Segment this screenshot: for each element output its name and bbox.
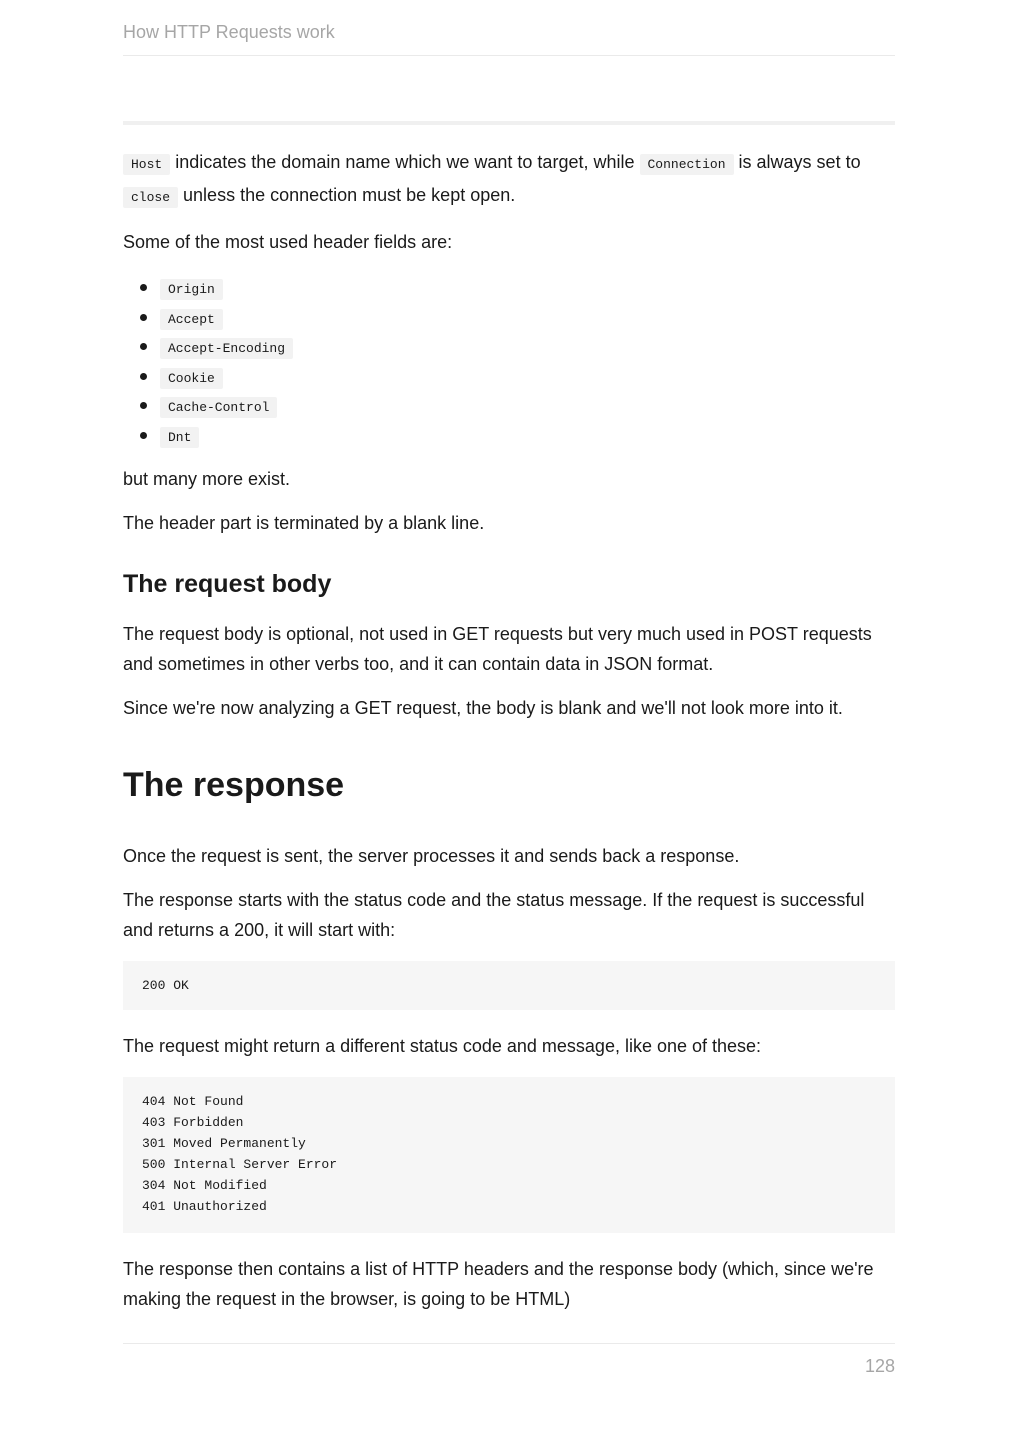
header-field-code: Accept bbox=[160, 309, 223, 330]
response-paragraph-4: The response then contains a list of HTTP headers and the response body (which, since we're making the request in the browser, is going to be HTML) bbox=[123, 1258, 874, 1309]
code-line: 200 OK bbox=[142, 977, 189, 993]
header-field-code: Origin bbox=[160, 279, 223, 300]
running-header: How HTTP Requests work bbox=[123, 22, 895, 56]
page-content bbox=[123, 147, 895, 1314]
response-paragraph-1: Once the request is sent, the server processes it and sends back a response. bbox=[123, 845, 740, 866]
header-fields-intro: Some of the most used header fields are: bbox=[123, 232, 453, 252]
response-paragraph-3: The request might return a different status code and message, like one of these: bbox=[123, 1035, 762, 1056]
page-footer bbox=[123, 1343, 895, 1377]
code-host: Host bbox=[123, 154, 170, 175]
intro-text-1: indicates the domain name which we want to target, while bbox=[175, 152, 635, 172]
intro-text-3: unless the connection must be kept open. bbox=[183, 185, 516, 205]
code-line: 500 Internal Server Error bbox=[142, 1156, 338, 1172]
header-field-code: Cookie bbox=[160, 368, 223, 389]
header-fields-list bbox=[123, 274, 895, 452]
page-number: 128 bbox=[864, 1356, 895, 1376]
code-block-200 bbox=[123, 961, 895, 1010]
code-line: 401 Unauthorized bbox=[142, 1198, 267, 1214]
list-item bbox=[123, 422, 895, 452]
request-body-paragraph-1: The request body is optional, not used in GET requests but very much used in POST requests and sometimes in other verbs too, and it can contain data in JSON format. bbox=[123, 623, 872, 674]
header-field-code: Dnt bbox=[160, 427, 199, 448]
response-heading: The response bbox=[123, 765, 345, 804]
list-item bbox=[123, 363, 895, 393]
header-field-code: Accept-Encoding bbox=[160, 338, 293, 359]
request-body-heading: The request body bbox=[123, 569, 332, 598]
code-block-status-codes bbox=[123, 1077, 895, 1233]
list-item bbox=[123, 333, 895, 363]
header-field-code: Cache-Control bbox=[160, 397, 277, 418]
list-item bbox=[123, 274, 895, 304]
top-divider bbox=[123, 121, 895, 125]
code-line: 403 Forbidden bbox=[142, 1114, 244, 1130]
request-body-paragraph-2: Since we're now analyzing a GET request, the body is blank and we'll not look more into it. bbox=[123, 697, 843, 718]
response-paragraph-2: The response starts with the status code and the status message. If the request is successful and returns a 200, it will start with: bbox=[123, 889, 865, 940]
code-line: 301 Moved Permanently bbox=[142, 1135, 306, 1151]
code-line: 404 Not Found bbox=[142, 1093, 244, 1109]
terminated-paragraph: The header part is terminated by a blank line. bbox=[123, 512, 485, 533]
code-line: 304 Not Modified bbox=[142, 1177, 267, 1193]
list-item bbox=[123, 392, 895, 422]
code-connection: Connection bbox=[640, 154, 734, 175]
code-close: close bbox=[123, 187, 178, 208]
host-connection-paragraph bbox=[123, 147, 895, 213]
list-item bbox=[123, 304, 895, 334]
many-more-paragraph: but many more exist. bbox=[123, 468, 291, 489]
intro-text-2: is always set to bbox=[738, 152, 861, 172]
